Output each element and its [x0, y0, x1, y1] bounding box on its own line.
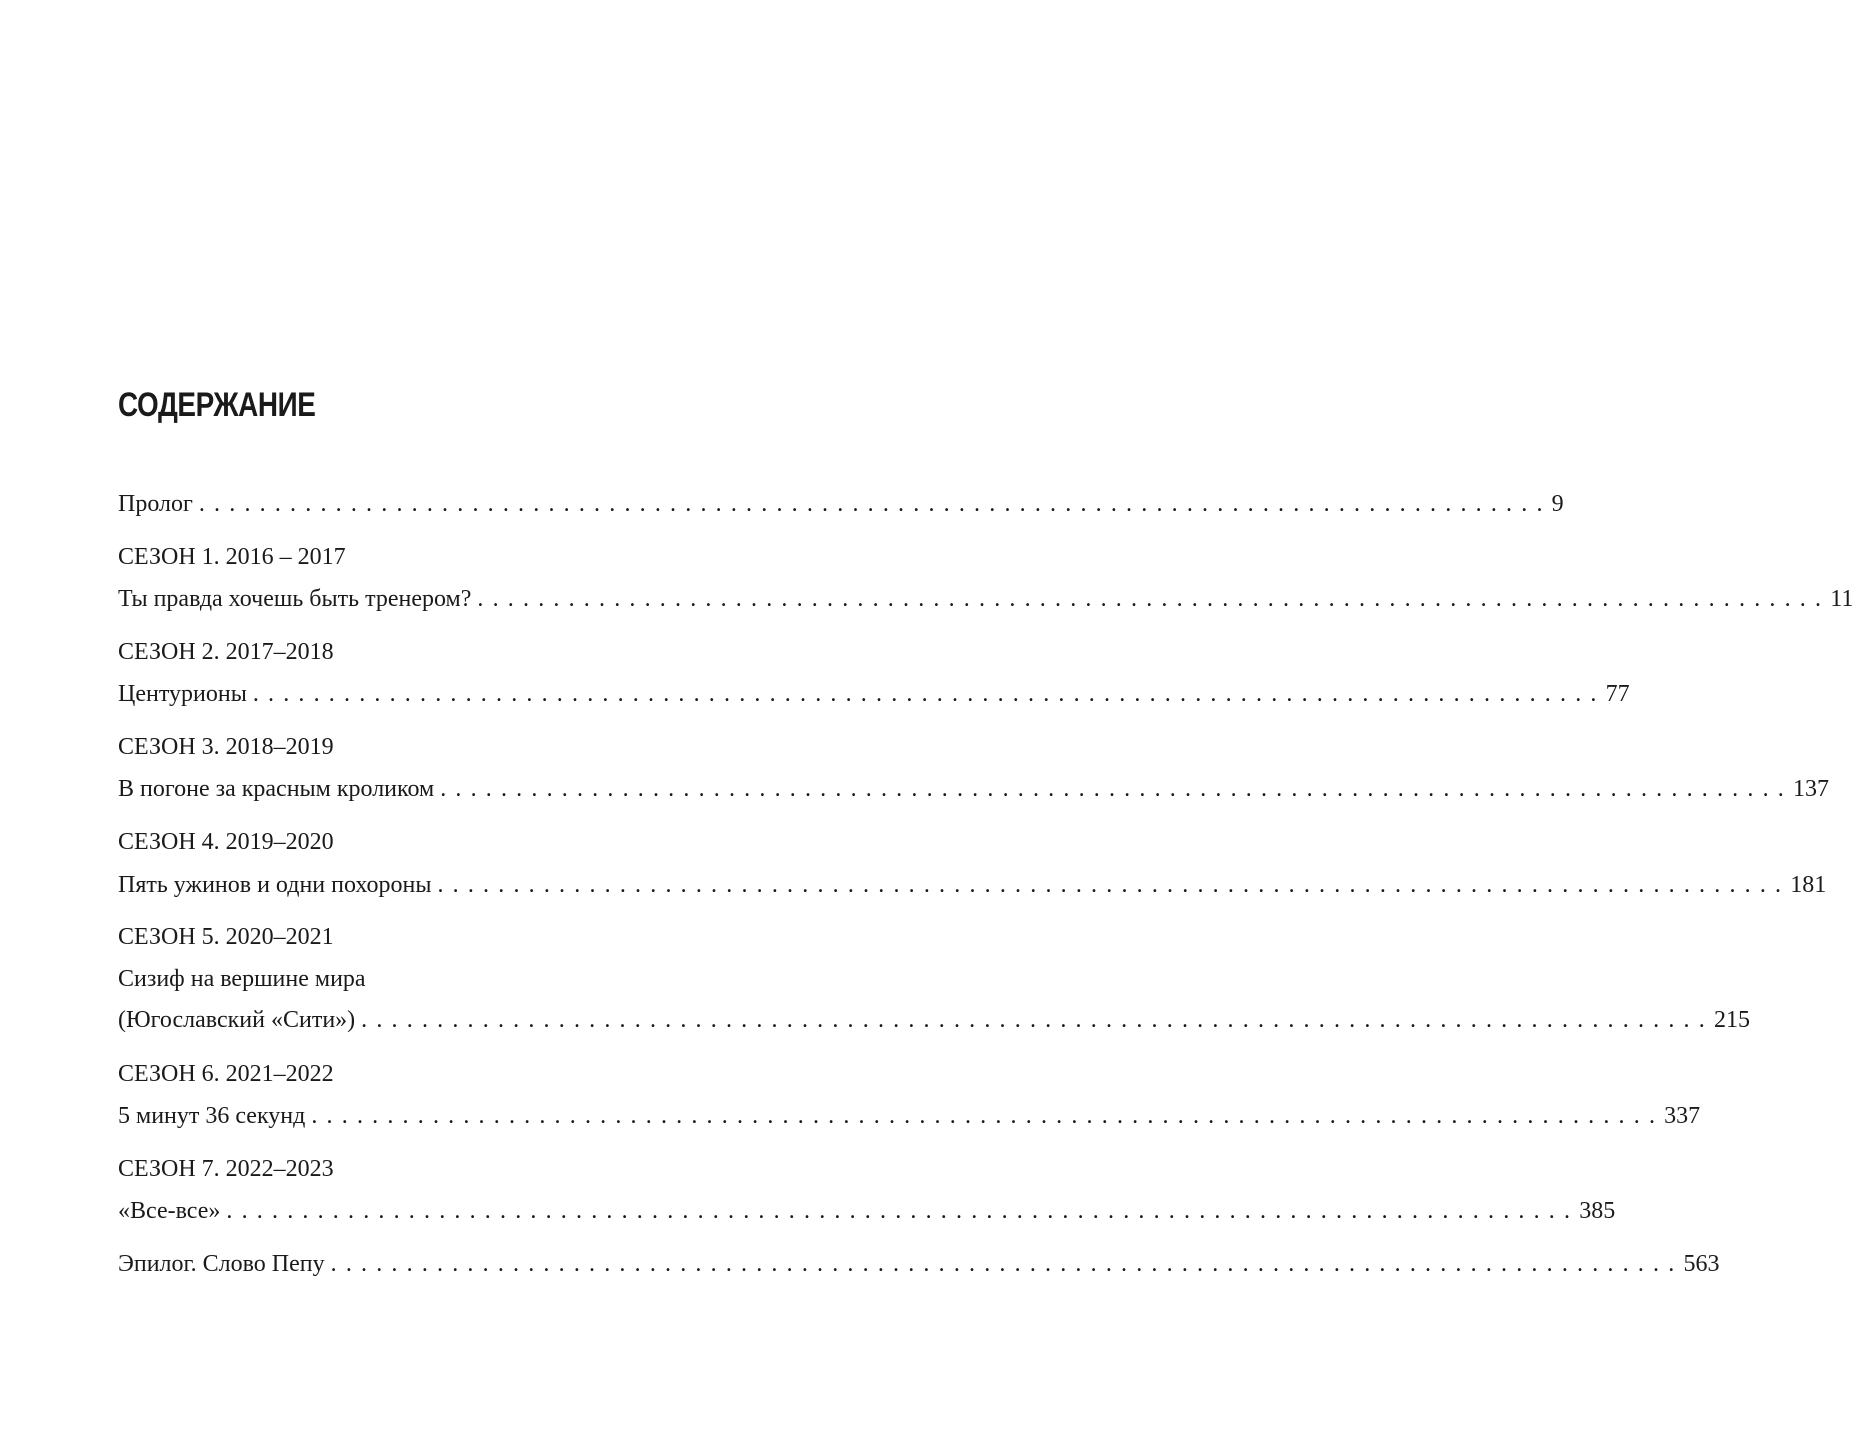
toc-entry-label: «Все-все»: [118, 1198, 221, 1224]
toc-page-number: 137: [1793, 776, 1829, 802]
toc-entry: [118, 1099, 1701, 1133]
toc-entry-label: Пролог: [118, 491, 193, 517]
toc-season-heading: СЕЗОН 2. 2017–2018: [118, 639, 334, 665]
toc-page-number: 181: [1790, 872, 1827, 898]
toc-entry-label: Ты правда хочешь быть тренером?: [118, 586, 472, 612]
toc-entry-label: Эпилог. Слово Пепу: [118, 1251, 325, 1277]
dot-leader: .........................................................................................: [252, 681, 1606, 707]
toc-page-number: 11: [1830, 586, 1853, 612]
toc-season-heading: СЕЗОН 7. 2022–2023: [118, 1156, 334, 1182]
toc-entry-label: Пять ужинов и одни похороны: [118, 872, 432, 898]
toc-entry-epilogue: [118, 1247, 1720, 1281]
dot-leader: .........................................................................................: [198, 491, 1552, 517]
dot-leader: .........................................................................................: [440, 776, 1793, 802]
toc-page-number: 9: [1551, 491, 1564, 517]
toc-page-number: 77: [1605, 681, 1630, 707]
dot-leader: .........................................................................................: [330, 1251, 1684, 1277]
toc-entry: [118, 772, 1829, 806]
toc-entry-label: 5 минут 36 секунд: [118, 1103, 306, 1129]
toc-entry: [118, 1003, 1750, 1037]
toc-season-heading: СЕЗОН 4. 2019–2020: [118, 829, 334, 855]
page-title: СОДЕРЖАНИЕ: [118, 386, 316, 424]
toc-season-heading: СЕЗОН 5. 2020–2021: [118, 924, 334, 950]
toc-entry: [118, 677, 1630, 711]
toc-page-number: 385: [1579, 1198, 1616, 1224]
toc-entry: [118, 868, 1827, 902]
toc-entry-label-first-line: Сизиф на вершине мира: [118, 966, 366, 992]
toc-entry-label: (Югославский «Сити»): [118, 1007, 356, 1033]
toc-season-heading: СЕЗОН 6. 2021–2022: [118, 1061, 334, 1087]
toc-entry-label: Центурионы: [118, 681, 247, 707]
dot-leader: .........................................................................................: [477, 586, 1831, 612]
toc-season-heading: СЕЗОН 1. 2016 – 2017: [118, 544, 346, 570]
dot-leader: .........................................................................................: [311, 1103, 1665, 1129]
toc-entry: [118, 1194, 1616, 1228]
dot-leader: .........................................................................................: [361, 1007, 1714, 1033]
toc-entry: [118, 582, 1853, 616]
dot-leader: .........................................................................................: [437, 872, 1791, 898]
toc-page-number: 563: [1683, 1251, 1720, 1277]
toc-season-heading: СЕЗОН 3. 2018–2019: [118, 734, 334, 760]
toc-page-number: 337: [1664, 1103, 1701, 1129]
toc-entry-label: В погоне за красным кроликом: [118, 776, 435, 802]
dot-leader: .........................................................................................: [226, 1198, 1580, 1224]
toc-entry-prologue: [118, 487, 1564, 521]
toc-page-number: 215: [1713, 1007, 1750, 1033]
